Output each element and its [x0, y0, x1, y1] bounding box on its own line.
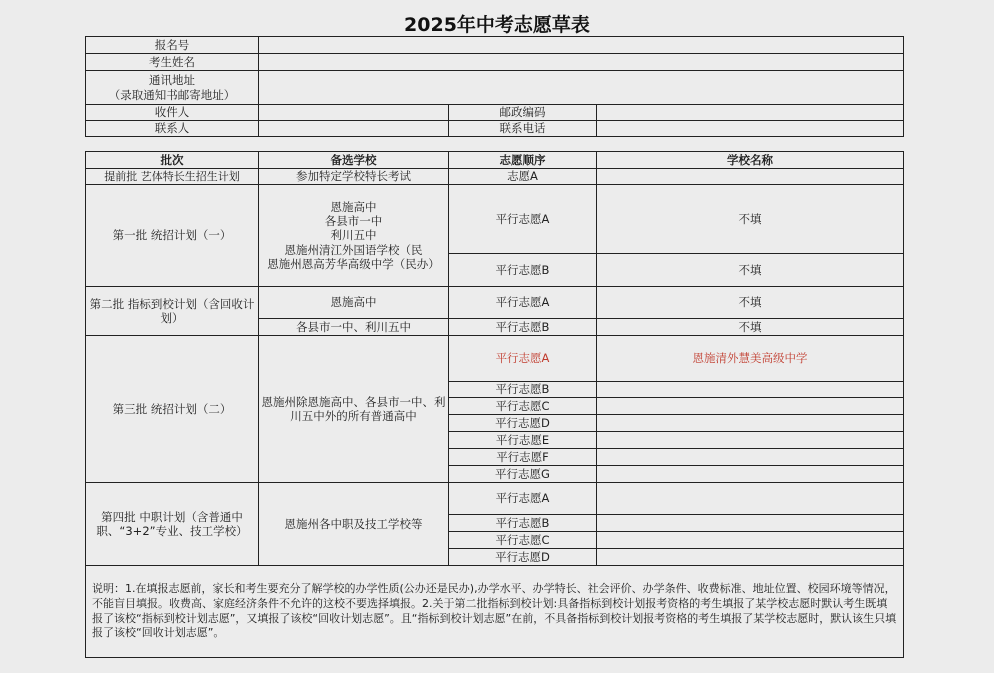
batch-1-order-b: 平行志愿B — [449, 254, 597, 287]
batch-early-school: 参加特定学校特长考试 — [259, 169, 449, 185]
name-field[interactable] — [259, 54, 904, 71]
batch-3-name-field[interactable] — [597, 415, 904, 432]
batch-4-name-field[interactable] — [597, 483, 904, 515]
batch-2-name-a[interactable]: 不填 — [597, 287, 904, 319]
batch-4: 第四批 中职计划（含普通中职、“3+2”专业、技工学校） — [86, 483, 259, 566]
reg-no-field[interactable] — [259, 37, 904, 54]
batch-3-school: 恩施州除恩施高中、各县市一中、利川五中外的所有普通高中 — [259, 336, 449, 483]
applicant-info-table — [85, 36, 904, 137]
batch-early-order: 志愿A — [449, 169, 597, 185]
header-school: 备选学校 — [259, 152, 449, 169]
batch-1-school: 恩施州恩高芳华高级中学（民办） — [267, 257, 440, 272]
batch-3-name-field[interactable] — [597, 466, 904, 483]
batch-3-order: 平行志愿D — [449, 415, 597, 432]
address-field[interactable] — [259, 71, 904, 105]
batch-early: 提前批 艺体特长生招生计划 — [86, 169, 259, 185]
instructions-note: 说明：1.在填报志愿前，家长和考生要充分了解学校的办学性质(公办还是民办),办学水平、办学特长、社会评价、办学条件、收费标准、地址位置、校园环境等情况，不能盲目填报。收费高、家庭经济条件不允许的这校不要选择填报。2.关于第二批指标到校计划:具备指标到校计划报考资格的考生填报了某学校志愿时默认考生既填报了该校“指标到校计划志愿”，又填报了该校“回收计划志愿”。且“指标到校计划志愿”在前，不具备指标到校计划报考资格的考生填报了某学校志愿时，默认该生只填报了该校“回收计划志愿”。 — [86, 566, 904, 658]
batch-2-order-b: 平行志愿B — [449, 319, 597, 336]
recipient-field[interactable] — [259, 105, 449, 121]
batch-2: 第二批 指标到校计划（含回收计划） — [86, 287, 259, 336]
batch-3-name-field[interactable] — [597, 449, 904, 466]
batch-2-order-a: 平行志愿A — [449, 287, 597, 319]
name-label: 考生姓名 — [86, 54, 259, 71]
batch-3-order: 平行志愿B — [449, 382, 597, 398]
batch-2-school-b: 各县市一中、利川五中 — [259, 319, 449, 336]
batch-1: 第一批 统招计划（一） — [86, 185, 259, 287]
batch-3-name-field[interactable] — [597, 382, 904, 398]
header-order: 志愿顺序 — [449, 152, 597, 169]
reg-no-label: 报名号 — [86, 37, 259, 54]
batch-4-order: 平行志愿B — [449, 515, 597, 532]
batch-2-name-b[interactable]: 不填 — [597, 319, 904, 336]
batch-1-schools — [259, 185, 449, 287]
batch-4-order: 平行志愿D — [449, 549, 597, 566]
batch-1-order-a: 平行志愿A — [449, 185, 597, 254]
batch-4-school: 恩施州各中职及技工学校等 — [259, 483, 449, 566]
batch-3-name-field[interactable] — [597, 398, 904, 415]
recipient-label: 收件人 — [86, 105, 259, 121]
phone-label: 联系电话 — [449, 121, 597, 137]
address-label — [86, 71, 259, 105]
address-label-line1: 通讯地址 — [149, 73, 195, 88]
batch-3-name-a[interactable]: 恩施清外慧美高级中学 — [597, 336, 904, 382]
contact-field[interactable] — [259, 121, 449, 137]
batch-1-name-b[interactable]: 不填 — [597, 254, 904, 287]
batch-early-name-field[interactable] — [597, 169, 904, 185]
batch-3-name-field[interactable] — [597, 432, 904, 449]
batch-1-school: 各县市一中 — [324, 213, 383, 228]
batch-4-order: 平行志愿C — [449, 532, 597, 549]
form-title: 2025年中考志愿草表 — [404, 14, 590, 36]
batch-3-order: 平行志愿G — [449, 466, 597, 483]
batch-1-name-a[interactable]: 不填 — [597, 185, 904, 254]
postcode-field[interactable] — [597, 105, 904, 121]
batch-3-order: 平行志愿C — [449, 398, 597, 415]
batch-2-school-a: 恩施高中 — [259, 287, 449, 319]
batch-4-name-field[interactable] — [597, 549, 904, 566]
batch-4-name-field[interactable] — [597, 532, 904, 549]
header-batch: 批次 — [86, 152, 259, 169]
batch-1-school: 利川五中 — [330, 228, 377, 243]
batch-3: 第三批 统招计划（二） — [86, 336, 259, 483]
batch-4-name-field[interactable] — [597, 515, 904, 532]
batch-3-order-a: 平行志愿A — [449, 336, 597, 382]
phone-field[interactable] — [597, 121, 904, 137]
batch-1-school: 恩施州清江外国语学校（民 — [284, 242, 423, 257]
batch-4-order: 平行志愿A — [449, 483, 597, 515]
header-school-name: 学校名称 — [597, 152, 904, 169]
batch-3-order: 平行志愿F — [449, 449, 597, 466]
contact-label: 联系人 — [86, 121, 259, 137]
postcode-label: 邮政编码 — [449, 105, 597, 121]
address-label-line2: （录取通知书邮寄地址） — [108, 87, 236, 102]
batch-3-order: 平行志愿E — [449, 432, 597, 449]
batch-1-school: 恩施高中 — [330, 199, 377, 214]
choices-table — [85, 151, 904, 658]
